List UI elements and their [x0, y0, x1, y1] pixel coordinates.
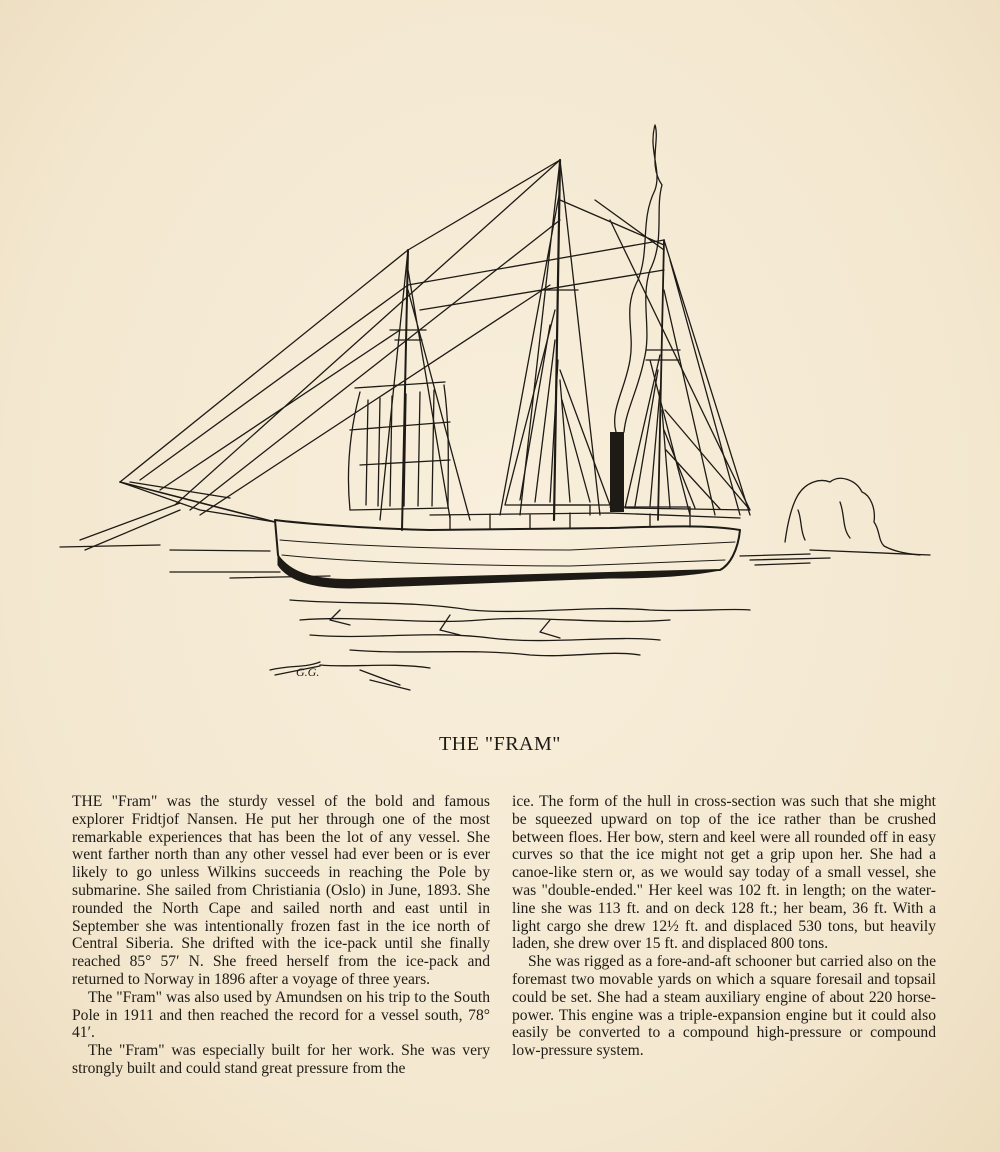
article-paragraph: The "Fram" was also used by Amundsen on his trip to the South Pole in 1911 and then reached the record for a vessel south, 78° 41′.	[72, 988, 490, 1042]
artist-signature: G.G.	[296, 665, 320, 679]
article-left-column	[72, 793, 490, 1078]
article-paragraph: She was rigged as a fore-and-aft schooner but carried also on the foremast two movable yards on which a square foresail and topsail could be set. She had a steam auxiliary engine of about 220 horse-power. This engine was a triple-expansion engine but it could also easily be converted to a compound high-pressure or compound low-pressure system.	[512, 953, 936, 1060]
funnel	[610, 432, 624, 512]
water-reflections	[290, 600, 750, 668]
illustration-caption: THE "FRAM"	[439, 733, 561, 755]
article-paragraph: The "Fram" was especially built for her work. She was very strongly built and could stand great pressure from the	[72, 1042, 490, 1077]
horizon-line	[60, 545, 930, 556]
article-right-column	[512, 793, 936, 1060]
article-paragraph: ice. The form of the hull in cross-section was such that she might be squeezed upward on top of the ice rather than be crushed between floes. Her bow, stern and keel were all rounded off in easy curves so that the ice might not get a grip upon her. She had a canoe-like stern or, as we would say today of a small vessel, she was "double-ended." Her keel was 102 ft. in length; on the water-line she was 113 ft. and on deck 128 ft.; her beam, 36 ft. With a light cargo she drew 12½ ft. and displaced 530 tons, but heavily laden, she drew over 15 ft. and displaced 800 tons.	[512, 793, 936, 953]
article-paragraph: THE "Fram" was the sturdy vessel of the bold and famous explorer Fridtjof Nansen. He put her through one of the most remarkable experiences that has been the lot of any vessel. She went farther north than any other vessel had ever been or is ever likely to go unless Wilkins succeeds in reaching the Pole by submarine. She sailed from Christiania (Oslo) in June, 1893. She rounded the North Cape and sailed north and east until in September she was intentionally frozen fast in the ice north of Central Siberia. She drifted with the ice-pack until she finally reached 85° 57′ N. She freed herself from the ice-pack and returned to Norway in 1896 after a voyage of three years.	[72, 793, 490, 988]
iceberg	[785, 478, 920, 555]
foremast	[402, 250, 408, 530]
fram-ship-illustration	[50, 110, 950, 700]
mizzen-sail	[625, 355, 750, 510]
mizzenmast	[658, 240, 664, 520]
